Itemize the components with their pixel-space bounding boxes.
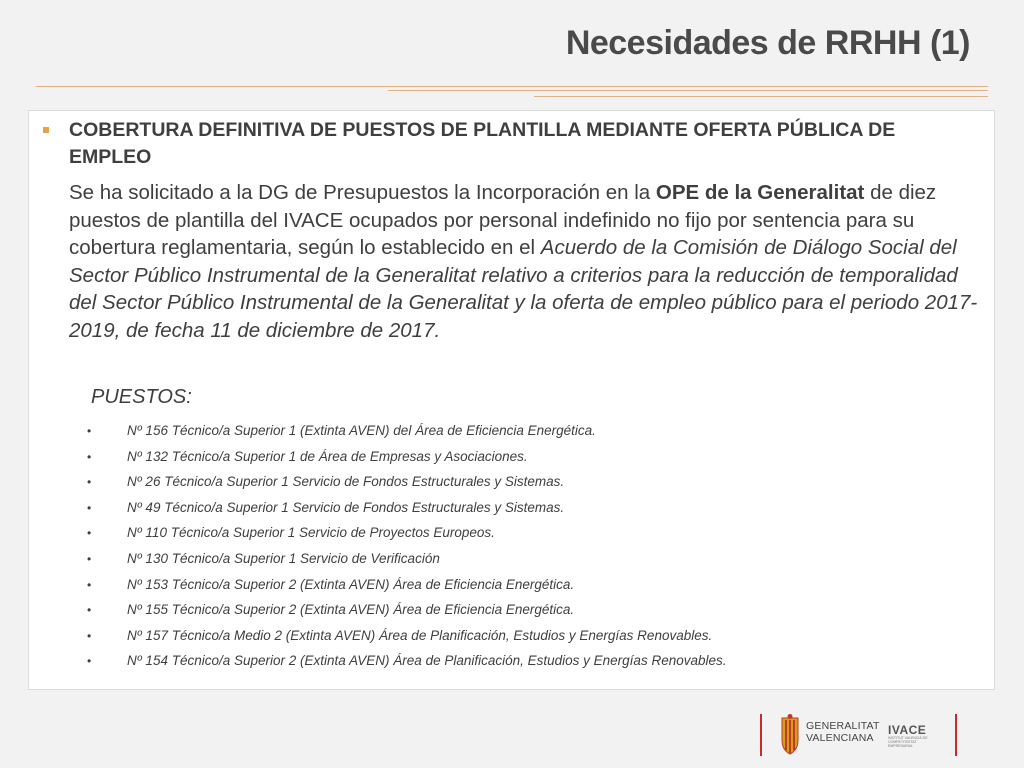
title-rule-short — [534, 96, 988, 97]
list-item — [29, 447, 989, 473]
body-text-bold: OPE de la Generalitat — [655, 181, 865, 204]
puesto-text: Nº 26 Técnico/a Superior 1 Servicio de Fondos Estructurales y Sistemas. — [127, 474, 565, 490]
puesto-text: Nº 154 Técnico/a Superior 2 (Extinta AVEN) Área de Planificación, Estudios y Energías Renovables. — [127, 653, 727, 669]
list-item — [29, 651, 989, 677]
bullet-dot-icon: • — [87, 424, 92, 438]
bullet-dot-icon: • — [87, 654, 92, 669]
list-item — [29, 472, 989, 498]
list-item — [29, 549, 989, 575]
puestos-label: PUESTOS: — [91, 386, 192, 408]
ivace-subtitle: INSTITUT VALENCIÀ DE COMPETITIVITAT EMPRESARIAL — [888, 736, 928, 748]
list-item — [29, 626, 989, 652]
body-text-2: de diez puestos de plantilla del IVACE ocupados por personal indefinido no fijo por sentencia para su cobertura reglamentaria, según lo establecido en el — [69, 181, 937, 260]
generalitat-emblem-icon — [778, 714, 802, 756]
list-item — [29, 575, 989, 601]
footer-logos — [760, 712, 960, 760]
ivace-name: IVACE — [888, 723, 927, 737]
bullet-dot-icon: • — [87, 449, 92, 464]
list-item — [29, 600, 989, 626]
title-rule-mid — [388, 90, 988, 91]
title-rule-long — [36, 86, 988, 87]
gv-line-1: GENERALITAT — [806, 720, 880, 732]
puesto-text: Nº 153 Técnico/a Superior 2 (Extinta AVEN) Área de Eficiencia Energética. — [127, 576, 575, 592]
puestos-list — [29, 421, 989, 677]
bullet-dot-icon: • — [87, 475, 92, 490]
list-item — [29, 421, 989, 447]
puesto-text: Nº 155 Técnico/a Superior 2 (Extinta AVEN) Área de Eficiencia Energética. — [127, 602, 575, 618]
puesto-text: Nº 156 Técnico/a Superior 1 (Extinta AVEN) del Área de Eficiencia Energética. — [127, 423, 596, 438]
bullet-dot-icon: • — [87, 551, 92, 566]
body-paragraph — [69, 179, 979, 345]
bullet-dot-icon: • — [87, 526, 92, 541]
section-heading: COBERTURA DEFINITIVA DE PUESTOS DE PLANTILLA MEDIANTE OFERTA PÚBLICA DE EMPLEO — [69, 119, 896, 168]
square-bullet-icon — [43, 127, 49, 133]
slide-title: Necesidades de RRHH (1) — [565, 24, 970, 62]
body-text-1: Se ha solicitado a la DG de Presupuestos la Incorporación en la — [69, 181, 656, 204]
body-text-italic: Acuerdo de la Comisión de Diálogo Social del Sector Público Instrumental de la Generalitat relativo a criterios para la reducción de temporalidad del Sector Público Instrumental de la Generalitat y la oferta de empleo público para el periodo 2017-2019, de fecha 11 de diciembre de 2017. — [69, 236, 978, 342]
puesto-text: Nº 157 Técnico/a Medio 2 (Extinta AVEN) Área de Planificación, Estudios y Energías Renovables. — [127, 627, 713, 643]
content-box — [28, 110, 995, 690]
ivace-logo — [888, 724, 940, 748]
bullet-dot-icon: • — [87, 603, 92, 618]
bullet-dot-icon: • — [87, 500, 92, 515]
puesto-text: Nº 49 Técnico/a Superior 1 Servicio de Fondos Estructurales y Sistemas. — [127, 499, 565, 515]
footer-bar-left — [760, 714, 762, 756]
puesto-text: Nº 130 Técnico/a Superior 1 Servicio de Verificación — [127, 550, 440, 566]
bullet-dot-icon: • — [87, 628, 92, 643]
bullet-dot-icon: • — [87, 577, 92, 592]
generalitat-logo-text — [806, 720, 880, 744]
puesto-text: Nº 132 Técnico/a Superior 1 de Área de Empresas y Asociaciones. — [127, 448, 528, 464]
gv-line-2: VALENCIANA — [806, 732, 874, 744]
puesto-text: Nº 110 Técnico/a Superior 1 Servicio de Proyectos Europeos. — [127, 525, 495, 541]
footer-bar-right — [955, 714, 957, 756]
list-item — [29, 498, 989, 524]
section-heading-row — [39, 117, 974, 171]
list-item — [29, 523, 989, 549]
